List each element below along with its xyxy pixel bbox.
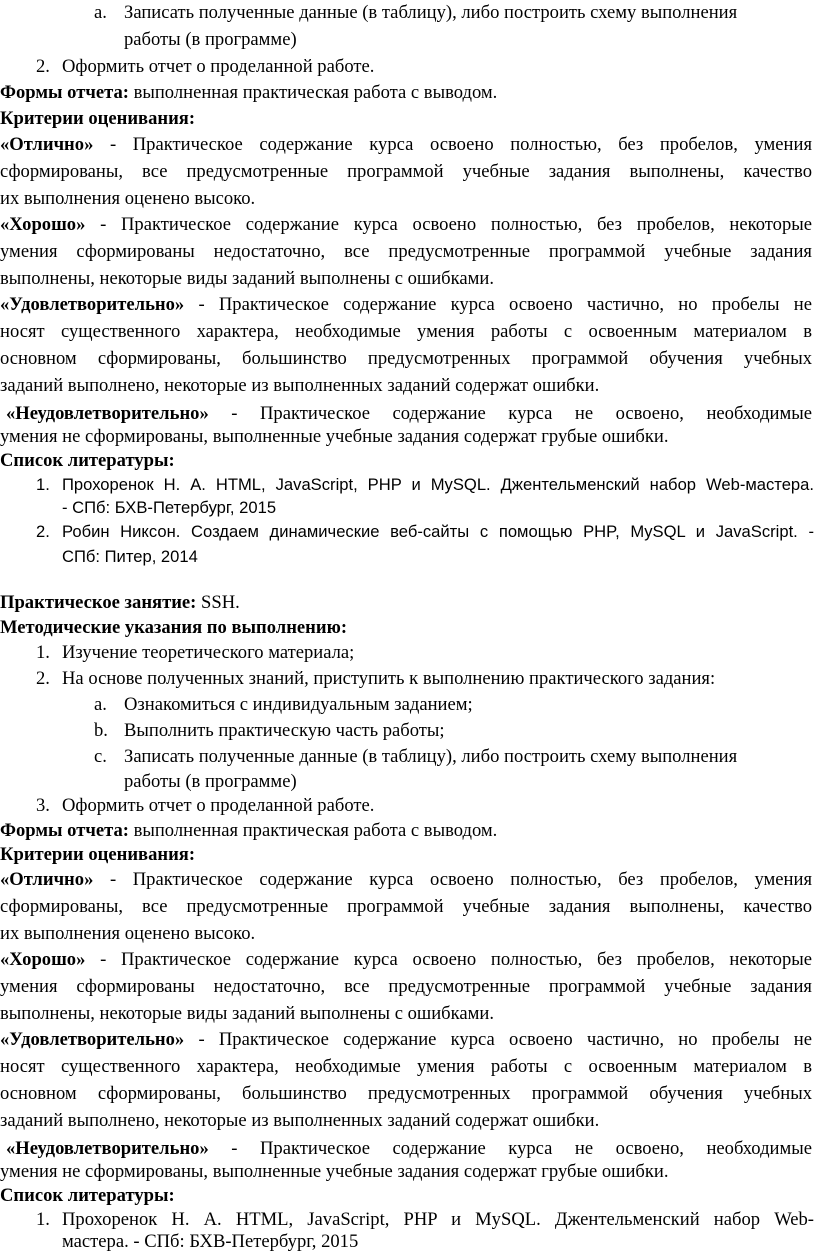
report-forms-label: Формы отчета:	[0, 82, 129, 103]
criteria-heading: Критерии оценивания:	[0, 108, 196, 129]
paragraph-line: умения не сформированы, выполненные учебные задания содержат грубые ошибки.	[0, 1161, 669, 1182]
paragraph-line: умения не сформированы, выполненные учебные задания содержат грубые ошибки.	[0, 426, 669, 447]
criteria-excellent-line	[0, 871, 812, 890]
paragraph-text: - Практическое содержание курса освоено полностью, без пробелов, умения	[93, 869, 812, 890]
grade-label: «Удовлетворительно»	[0, 1029, 185, 1050]
list-marker: 1.	[36, 475, 50, 494]
literature-item: Прохоренок Н. А. HTML, JavaScript, PHP и MySQL. Джентельменский набор Web-	[62, 1209, 814, 1230]
criteria-excellent-line	[0, 136, 812, 155]
grade-label: «Отлично»	[0, 869, 94, 890]
paragraph-line: их выполнения оценено высоко.	[0, 923, 256, 944]
paragraph-line: заданий выполнено, некоторые из выполненных заданий содержат ошибки.	[0, 1110, 600, 1131]
list-item-text: Оформить отчет о проделанной работе.	[62, 56, 375, 77]
paragraph-line: основном сформированы, большинство предусмотренных программой обучения учебных	[0, 1083, 812, 1104]
report-forms-text: выполненная практическая работа с выводом.	[128, 82, 498, 103]
list-item-text: Оформить отчет о проделанной работе.	[62, 795, 375, 816]
criteria-unsatisfactory-line	[6, 1140, 812, 1159]
criteria-heading: Критерии оценивания:	[0, 844, 196, 865]
criteria-satisfactory-line	[0, 1031, 812, 1050]
list-marker: 3.	[36, 795, 50, 816]
literature-item: мастера. - СПб: БХВ-Петербург, 2015	[62, 1231, 359, 1252]
literature-heading: Список литературы:	[0, 450, 175, 471]
practical-title-line	[0, 594, 240, 613]
criteria-good-line	[0, 951, 812, 970]
paragraph-line: сформированы, все предусмотренные программой учебные задания выполнены, качество	[0, 896, 812, 917]
report-forms-line	[0, 822, 497, 841]
paragraph-text: - Практическое содержание курса освоено частично, но пробелы не	[184, 1029, 812, 1050]
grade-label: «Отлично»	[0, 134, 94, 155]
paragraph-line: заданий выполнено, некоторые из выполненных заданий содержат ошибки.	[0, 375, 600, 396]
grade-label: «Неудовлетворительно»	[6, 1138, 209, 1159]
paragraph-line: их выполнения оценено высоко.	[0, 188, 256, 209]
list-marker: 1.	[36, 1209, 50, 1230]
list-marker: b.	[94, 720, 108, 741]
literature-item: СПб: Питер, 2014	[62, 547, 198, 566]
literature-item: Робин Никсон. Создаем динамические веб-сайты с помощью PHP, MySQL и JavaScript. -	[62, 522, 814, 541]
report-forms-label: Формы отчета:	[0, 820, 129, 841]
list-marker: c.	[94, 746, 107, 767]
criteria-unsatisfactory-line	[6, 405, 812, 424]
grade-label: «Хорошо»	[0, 949, 86, 970]
practical-title-label: Практическое занятие:	[0, 592, 197, 613]
paragraph-line: выполнены, некоторые виды заданий выполнены с ошибками.	[0, 1003, 494, 1024]
paragraph-line: умения сформированы недостаточно, все предусмотренные программой учебные задания	[0, 976, 812, 997]
paragraph-line: основном сформированы, большинство предусмотренных программой обучения учебных	[0, 348, 812, 369]
report-forms-text: выполненная практическая работа с выводом.	[128, 820, 498, 841]
grade-label: «Неудовлетворительно»	[6, 403, 209, 424]
paragraph-text: - Практическое содержание курса не освоено, необходимые	[208, 1138, 812, 1159]
list-item-text: работы (в программе)	[124, 771, 297, 792]
method-heading: Методические указания по выполнению:	[0, 617, 348, 638]
list-item-text: работы (в программе)	[124, 29, 297, 50]
paragraph-text: - Практическое содержание курса освоено полностью, без пробелов, некоторые	[85, 214, 812, 235]
paragraph-line: умения сформированы недостаточно, все предусмотренные программой учебные задания	[0, 241, 812, 262]
literature-item: - СПб: БХВ-Петербург, 2015	[62, 498, 277, 517]
list-item-text: Записать полученные данные (в таблицу), либо построить схему выполнения	[124, 746, 738, 767]
paragraph-line: выполнены, некоторые виды заданий выполнены с ошибками.	[0, 268, 494, 289]
list-marker: 1.	[36, 642, 50, 663]
paragraph-text: - Практическое содержание курса освоено частично, но пробелы не	[184, 294, 812, 315]
paragraph-line: сформированы, все предусмотренные программой учебные задания выполнены, качество	[0, 161, 812, 182]
list-item-text: На основе полученных знаний, приступить к выполнению практического задания:	[62, 668, 716, 689]
list-marker: 2.	[36, 56, 50, 77]
paragraph-text: - Практическое содержание курса освоено полностью, без пробелов, некоторые	[85, 949, 812, 970]
report-forms-line	[0, 84, 497, 103]
paragraph-line: носят существенного характера, необходимые умения работы с освоенным материалом в	[0, 1056, 812, 1077]
paragraph-text: - Практическое содержание курса не освоено, необходимые	[208, 403, 812, 424]
list-marker: a.	[94, 694, 107, 715]
literature-item: Прохоренок Н. А. HTML, JavaScript, PHP и MySQL. Джентельменский набор Web-мастера.	[62, 475, 814, 494]
paragraph-text: - Практическое содержание курса освоено полностью, без пробелов, умения	[93, 134, 812, 155]
list-item-text: Ознакомиться с индивидуальным заданием;	[124, 694, 473, 715]
list-item-text: Выполнить практическую часть работы;	[124, 720, 445, 741]
paragraph-line: носят существенного характера, необходимые умения работы с освоенным материалом в	[0, 321, 812, 342]
literature-heading: Список литературы:	[0, 1185, 175, 1206]
list-item-text: Изучение теоретического материала;	[62, 642, 355, 663]
grade-label: «Хорошо»	[0, 214, 86, 235]
criteria-satisfactory-line	[0, 296, 812, 315]
list-marker: 2.	[36, 668, 50, 689]
list-marker: a.	[94, 2, 107, 23]
grade-label: «Удовлетворительно»	[0, 294, 185, 315]
list-marker: 2.	[36, 522, 50, 541]
criteria-good-line	[0, 216, 812, 235]
practical-title-text: SSH.	[196, 592, 240, 613]
list-item-text: Записать полученные данные (в таблицу), либо построить схему выполнения	[124, 2, 738, 23]
